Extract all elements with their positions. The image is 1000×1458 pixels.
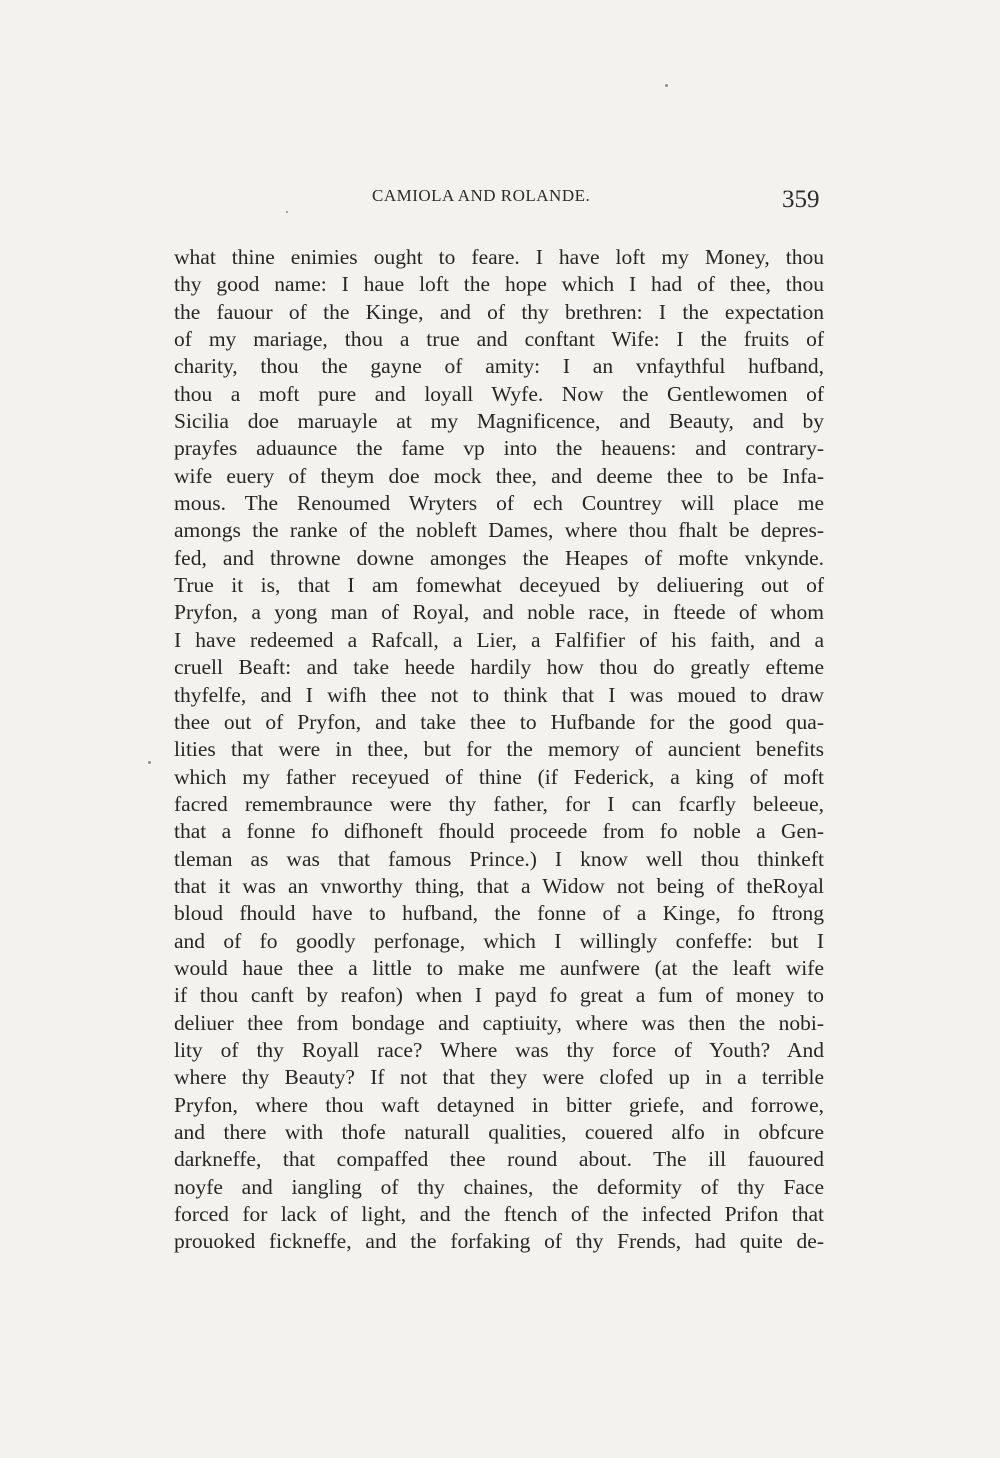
text-line: what thine enimies ought to feare. I have loft my Money, thou	[174, 245, 824, 269]
text-line: darkneffe, that compaffed thee round about. The ill fauoured	[174, 1147, 824, 1172]
text-line: charity, thou the gayne of amity: I an vnfaythful hufband,	[174, 354, 824, 379]
text-line: of my mariage, thou a true and conftant Wife: I the fruits of	[174, 327, 824, 352]
text-line: prouoked fickneffe, and the forfaking of thy Frends, had quite de-	[174, 1229, 824, 1254]
text-line: thou a moft pure and loyall Wyfe. Now the Gentlewomen of	[174, 381, 824, 406]
paper-speck	[665, 84, 668, 87]
text-line: deliuer thee from bondage and captiuity, where was then the nobi-	[174, 1010, 824, 1035]
paper-speck	[148, 761, 151, 764]
text-line: lity of thy Royall race? Where was thy force of Youth? And	[174, 1037, 824, 1062]
text-line: lities that were in thee, but for the memory of auncient benefits	[174, 737, 824, 762]
text-line: forced for lack of light, and the ftench of the infected Prifon that	[174, 1202, 824, 1227]
text-line: Pryfon, where thou waft detayned in bitter griefe, and forrowe,	[174, 1092, 824, 1117]
text-line: that it was an vnworthy thing, that a Widow not being of theRoyal	[174, 873, 824, 898]
text-line: amongs the ranke of the nobleft Dames, where thou fhalt be depres-	[174, 518, 824, 543]
text-line: fed, and throwne downe amonges the Heapes of mofte vnkynde.	[174, 545, 824, 570]
text-line: I have redeemed a Rafcall, a Lier, a Falfifier of his faith, and a	[174, 627, 824, 652]
running-title: CAMIOLA AND ROLANDE.	[372, 186, 591, 205]
text-line: if thou canft by reafon) when I payd fo great a fum of money to	[174, 983, 824, 1008]
text-line: prayfes aduaunce the fame vp into the heauens: and contrary-	[174, 436, 824, 461]
text-line: tleman as was that famous Prince.) I know well thou thinkeft	[174, 846, 824, 871]
text-line: cruell Beaft: and take heede hardily how thou do greatly efteme	[174, 655, 824, 680]
text-line: True it is, that I am fomewhat deceyued by deliuering out of	[174, 573, 824, 598]
paper-speck	[286, 211, 288, 213]
text-line: wife euery of theym doe mock thee, and deeme thee to be Infa-	[174, 463, 824, 488]
text-line: Pryfon, a yong man of Royal, and noble race, in fteede of whom	[174, 600, 824, 625]
text-line: thyfelfe, and I wifh thee not to think that I was moued to draw	[174, 682, 824, 707]
text-line: mous. The Renoumed Wryters of ech Countrey will place me	[174, 491, 824, 516]
text-line: and of fo goodly perfonage, which I willingly confeffe: but I	[174, 928, 824, 953]
text-line: which my father receyued of thine (if Federick, a king of moft	[174, 764, 824, 789]
text-line: bloud fhould have to hufband, the fonne of a Kinge, fo ftrong	[174, 901, 824, 926]
page-number: 359	[782, 186, 820, 213]
text-line: would haue thee a little to make me aunfwere (at the leaft wife	[174, 955, 824, 980]
text-line: facred remembraunce were thy father, for I can fcarfly beleeue,	[174, 791, 824, 816]
text-line: thee out of Pryfon, and take thee to Hufbande for the good qua-	[174, 709, 824, 734]
text-line: that a fonne fo difhoneft fhould proceede from fo noble a Gen-	[174, 819, 824, 844]
body-text	[174, 244, 824, 1256]
text-line: Sicilia doe maruayle at my Magnificence, and Beauty, and by	[174, 409, 824, 434]
text-line: noyfe and iangling of thy chaines, the deformity of thy Face	[174, 1174, 824, 1199]
text-line: the fauour of the Kinge, and of thy brethren: I the expectation	[174, 299, 824, 324]
text-line: and there with thofe naturall qualities, couered alfo in obfcure	[174, 1120, 824, 1144]
text-line: thy good name: I haue loft the hope which I had of thee, thou	[174, 272, 824, 297]
text-line: where thy Beauty? If not that they were clofed up in a terrible	[174, 1065, 824, 1090]
